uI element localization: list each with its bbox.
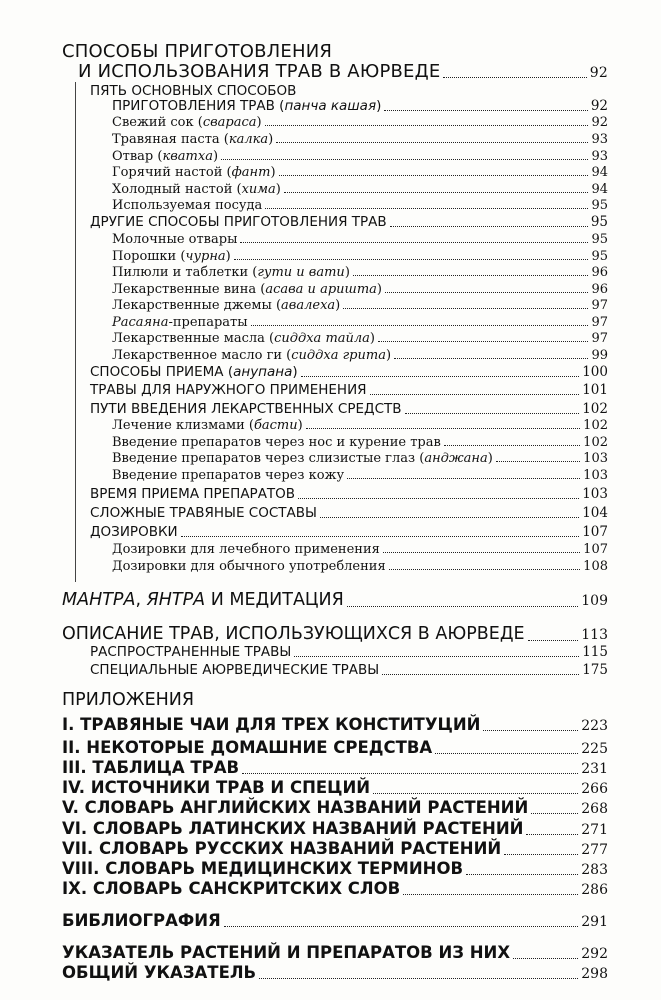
toc-entry-page: 292 bbox=[581, 946, 608, 962]
toc-group-6[interactable] bbox=[90, 488, 608, 502]
toc-section-1[interactable] bbox=[78, 63, 608, 81]
leader-dots bbox=[279, 174, 589, 176]
leader-dots bbox=[353, 274, 589, 276]
toc-entry-page: 271 bbox=[581, 822, 608, 838]
leader-dots bbox=[496, 460, 580, 462]
leader-dots bbox=[251, 324, 589, 326]
leader-dots bbox=[378, 340, 588, 342]
toc-entry-page: 99 bbox=[591, 348, 608, 363]
leader-dots bbox=[298, 497, 579, 499]
toc-item[interactable]: Введение препаратов через кожу 103 bbox=[112, 468, 608, 483]
toc-entry-page: 298 bbox=[581, 966, 608, 982]
toc-group-8[interactable] bbox=[90, 526, 608, 540]
toc-entry-page: 107 bbox=[582, 524, 608, 540]
toc-item[interactable]: Дозировки для лечебного применения 107 bbox=[112, 542, 608, 557]
toc-entry-title: ДРУГИЕ СПОСОБЫ ПРИГОТОВЛЕНИЯ ТРАВ bbox=[90, 214, 387, 230]
toc-entry-page: 93 bbox=[591, 132, 608, 147]
toc-item[interactable] bbox=[90, 664, 608, 678]
toc-entry-page: 92 bbox=[591, 115, 608, 130]
toc-item[interactable]: Горячий настой (фант) 94 bbox=[112, 165, 608, 180]
toc-entry-page: 97 bbox=[591, 315, 608, 330]
toc-entry-page: 95 bbox=[590, 214, 608, 230]
toc-entry-page: 97 bbox=[591, 331, 608, 346]
toc-entry-page: 102 bbox=[582, 401, 608, 417]
toc-section-7[interactable] bbox=[62, 965, 608, 982]
leader-dots bbox=[320, 516, 579, 518]
toc-item[interactable]: Порошки (чурна) 95 bbox=[112, 249, 608, 264]
toc-appendix-5[interactable] bbox=[62, 800, 608, 817]
leader-dots bbox=[294, 655, 579, 657]
leader-dots bbox=[347, 605, 578, 607]
toc-entry-page: 102 bbox=[583, 418, 608, 433]
toc-item[interactable]: Отвар (кватха) 93 bbox=[112, 149, 608, 164]
toc-entry-title: ОБЩИЙ УКАЗАТЕЛЬ bbox=[62, 963, 257, 982]
toc-entry-title: V. СЛОВАРЬ АНГЛИЙСКИХ НАЗВАНИЙ РАСТЕНИЙ bbox=[62, 798, 529, 817]
toc-entry-page: 286 bbox=[581, 882, 608, 898]
toc-entry-title: II. НЕКОТОРЫЕ ДОМАШНИЕ СРЕДСТВА bbox=[62, 738, 433, 757]
toc-item[interactable] bbox=[90, 646, 608, 660]
toc-entry-page: 95 bbox=[591, 249, 608, 264]
toc-entry-page: 96 bbox=[591, 265, 608, 280]
leader-dots bbox=[405, 412, 580, 414]
leader-dots bbox=[466, 873, 578, 875]
toc-entry-title: ДОЗИРОВКИ bbox=[90, 524, 178, 540]
toc-entry-title: И ИСПОЛЬЗОВАНИЯ ТРАВ В АЮРВЕДЕ bbox=[78, 61, 441, 82]
toc-entry-title: УКАЗАТЕЛЬ РАСТЕНИЙ И ПРЕПАРАТОВ ИЗ НИХ bbox=[62, 943, 511, 962]
leader-dots bbox=[403, 893, 578, 895]
toc-entry-page: 103 bbox=[583, 451, 608, 466]
toc-entry-title: БИБЛИОГРАФИЯ bbox=[62, 911, 221, 930]
toc-entry-page: 104 bbox=[582, 505, 608, 521]
toc-entry-page: 266 bbox=[581, 781, 608, 797]
toc-entry-page: 93 bbox=[591, 149, 608, 164]
toc-entry-page: 268 bbox=[581, 801, 608, 817]
toc-item[interactable]: Дозировки для обычного употребления 108 bbox=[112, 559, 608, 574]
leader-dots bbox=[394, 357, 588, 359]
toc-entry-page: 107 bbox=[583, 542, 608, 557]
toc-item[interactable]: Пилюли и таблетки (гути и вати) 96 bbox=[112, 265, 608, 280]
toc-section-5[interactable] bbox=[62, 913, 608, 930]
leader-dots bbox=[373, 792, 578, 794]
toc-entry-title: ОПИСАНИЕ ТРАВ, ИСПОЛЬЗУЮЩИХСЯ В АЮРВЕДЕ bbox=[62, 624, 525, 644]
toc-entry-title: III. ТАБЛИЦА ТРАВ bbox=[62, 758, 240, 777]
toc-section-3[interactable] bbox=[62, 626, 608, 644]
leader-dots bbox=[384, 109, 587, 111]
leader-dots bbox=[234, 258, 589, 260]
toc-entry-title: МАНТРА, ЯНТРА И МЕДИТАЦИЯ bbox=[62, 590, 344, 610]
toc-entry-page: 94 bbox=[591, 182, 608, 197]
toc-entry-page: 94 bbox=[591, 165, 608, 180]
toc-item[interactable]: Холодный настой (хима) 94 bbox=[112, 182, 608, 197]
toc-item[interactable]: Введение препаратов через слизистые глаз (анджана) 103 bbox=[112, 451, 608, 466]
leader-dots bbox=[383, 551, 580, 553]
indent-rule bbox=[75, 82, 76, 582]
toc-group-7[interactable] bbox=[90, 507, 608, 521]
leader-dots bbox=[526, 833, 578, 835]
toc-appendix-2[interactable] bbox=[62, 740, 608, 757]
toc-entry-title: ПРИГОТОВЛЕНИЯ ТРАВ (панча кашая) bbox=[112, 98, 382, 114]
toc-section-4-title: ПРИЛОЖЕНИЯ bbox=[62, 690, 195, 710]
toc-group-3[interactable] bbox=[90, 366, 608, 380]
toc-appendix-8[interactable] bbox=[62, 861, 608, 878]
toc-entry-page: 109 bbox=[581, 593, 608, 609]
leader-dots bbox=[390, 225, 588, 227]
toc-item[interactable]: Введение препаратов через нос и курение трав 102 bbox=[112, 435, 608, 450]
toc-entry-page: 223 bbox=[581, 718, 608, 734]
toc-entry-title: ПУТИ ВВЕДЕНИЯ ЛЕКАРСТВЕННЫХ СРЕДСТВ bbox=[90, 401, 402, 417]
toc-entry-page: 96 bbox=[591, 282, 608, 297]
toc-entry-page: 95 bbox=[591, 232, 608, 247]
leader-dots bbox=[276, 141, 588, 143]
leader-dots bbox=[435, 752, 578, 754]
toc-entry-page: 277 bbox=[581, 842, 608, 858]
leader-dots bbox=[242, 772, 578, 774]
leader-dots bbox=[347, 477, 580, 479]
leader-dots bbox=[265, 207, 588, 209]
toc-appendix-4[interactable] bbox=[62, 780, 608, 797]
toc-item[interactable]: Расаяна-препараты 97 bbox=[112, 315, 608, 330]
leader-dots bbox=[443, 76, 586, 78]
leader-dots bbox=[240, 241, 588, 243]
toc-entry-page: 108 bbox=[583, 559, 608, 574]
toc-entry-title: СПЕЦИАЛЬНЫЕ АЮРВЕДИЧЕСКИЕ ТРАВЫ bbox=[90, 662, 380, 678]
toc-entry-title: VII. СЛОВАРЬ РУССКИХ НАЗВАНИЙ РАСТЕНИЙ bbox=[62, 839, 502, 858]
toc-entry-title: СПОСОБЫ ПРИЕМА (анупана) bbox=[90, 364, 298, 380]
toc-entry-title: VI. СЛОВАРЬ ЛАТИНСКИХ НАЗВАНИЙ РАСТЕНИЙ bbox=[62, 819, 524, 838]
toc-group-1-title-line1: ПЯТЬ ОСНОВНЫХ СПОСОБОВ bbox=[90, 83, 297, 99]
toc-item[interactable]: Лечение клизмами (басти) 102 bbox=[112, 418, 608, 433]
toc-section-6[interactable] bbox=[62, 945, 608, 962]
leader-dots bbox=[221, 158, 588, 160]
toc-entry-page: 92 bbox=[590, 98, 608, 114]
toc-entry-page: 283 bbox=[581, 862, 608, 878]
toc-entry-page: 97 bbox=[591, 298, 608, 313]
toc-entry-page: 103 bbox=[582, 486, 608, 502]
toc-entry-page: 92 bbox=[589, 65, 608, 81]
toc-entry-title: IX. СЛОВАРЬ САНСКРИТСКИХ СЛОВ bbox=[62, 879, 401, 898]
toc-entry-title: IV. ИСТОЧНИКИ ТРАВ И СПЕЦИЙ bbox=[62, 778, 371, 797]
toc-entry-page: 291 bbox=[581, 914, 608, 930]
toc-item[interactable]: Свежий сок (свараса) 92 bbox=[112, 115, 608, 130]
leader-dots bbox=[301, 375, 580, 377]
toc-entry-page: 113 bbox=[581, 627, 608, 643]
toc-entry-page: 225 bbox=[581, 741, 608, 757]
leader-dots bbox=[483, 729, 578, 731]
leader-dots bbox=[306, 427, 580, 429]
toc-entry-page: 175 bbox=[582, 662, 608, 678]
toc-section-2[interactable] bbox=[62, 592, 608, 610]
leader-dots bbox=[181, 535, 580, 537]
toc-item[interactable]: Лекарственные вина (асава и аришта) 96 bbox=[112, 282, 608, 297]
toc-item[interactable]: Используемая посуда 95 bbox=[112, 198, 608, 213]
leader-dots bbox=[504, 853, 578, 855]
toc-entry-title: I. ТРАВЯНЫЕ ЧАИ ДЛЯ ТРЕХ КОНСТИТУЦИЙ bbox=[62, 715, 481, 734]
toc-entry-title: VIII. СЛОВАРЬ МЕДИЦИНСКИХ ТЕРМИНОВ bbox=[62, 859, 464, 878]
leader-dots bbox=[259, 977, 578, 979]
toc-item[interactable]: Лекарственные масла (сиддха тайла) 97 bbox=[112, 331, 608, 346]
toc-entry-page: 100 bbox=[582, 364, 608, 380]
toc-item[interactable]: Лекарственные джемы (авалеха) 97 bbox=[112, 298, 608, 313]
toc-group-4[interactable] bbox=[90, 384, 608, 398]
toc-entry-page: 95 bbox=[591, 198, 608, 213]
leader-dots bbox=[513, 957, 578, 959]
toc-appendix-7[interactable] bbox=[62, 841, 608, 858]
toc-group-5[interactable] bbox=[90, 403, 608, 417]
toc-entry-page: 103 bbox=[583, 468, 608, 483]
toc-entry-page: 231 bbox=[581, 761, 608, 777]
toc-item[interactable]: Молочные отвары 95 bbox=[112, 232, 608, 247]
leader-dots bbox=[531, 812, 578, 814]
leader-dots bbox=[343, 307, 588, 309]
toc-entry-page: 101 bbox=[582, 382, 608, 398]
leader-dots bbox=[528, 639, 579, 641]
toc-section-1-title-line1: СПОСОБЫ ПРИГОТОВЛЕНИЯ bbox=[62, 41, 333, 62]
toc-appendix-3[interactable] bbox=[62, 760, 608, 777]
leader-dots bbox=[385, 291, 588, 293]
toc-entry-title: РАСПРОСТРАНЕННЫЕ ТРАВЫ bbox=[90, 644, 292, 660]
toc-appendix-9[interactable] bbox=[62, 881, 608, 898]
leader-dots bbox=[389, 568, 581, 570]
toc-item[interactable]: Травяная паста (калка) 93 bbox=[112, 132, 608, 147]
toc-entry-title: ТРАВЫ ДЛЯ НАРУЖНОГО ПРИМЕНЕНИЯ bbox=[90, 382, 367, 398]
toc-group-2[interactable] bbox=[90, 216, 608, 230]
toc-group-1[interactable] bbox=[112, 100, 608, 114]
leader-dots bbox=[224, 925, 579, 927]
toc-appendix-1[interactable] bbox=[62, 717, 608, 734]
toc-entry-title: СЛОЖНЫЕ ТРАВЯНЫЕ СОСТАВЫ bbox=[90, 505, 317, 521]
toc-entry-title: ВРЕМЯ ПРИЕМА ПРЕПАРАТОВ bbox=[90, 486, 296, 502]
toc-entry-page: 102 bbox=[583, 435, 608, 450]
leader-dots bbox=[370, 393, 580, 395]
leader-dots bbox=[265, 124, 589, 126]
leader-dots bbox=[382, 673, 579, 675]
leader-dots bbox=[444, 444, 580, 446]
toc-entry-page: 115 bbox=[582, 644, 608, 660]
leader-dots bbox=[284, 191, 589, 193]
toc-appendix-6[interactable] bbox=[62, 821, 608, 838]
toc-item[interactable]: Лекарственное масло ги (сиддха грита) 99 bbox=[112, 348, 608, 363]
